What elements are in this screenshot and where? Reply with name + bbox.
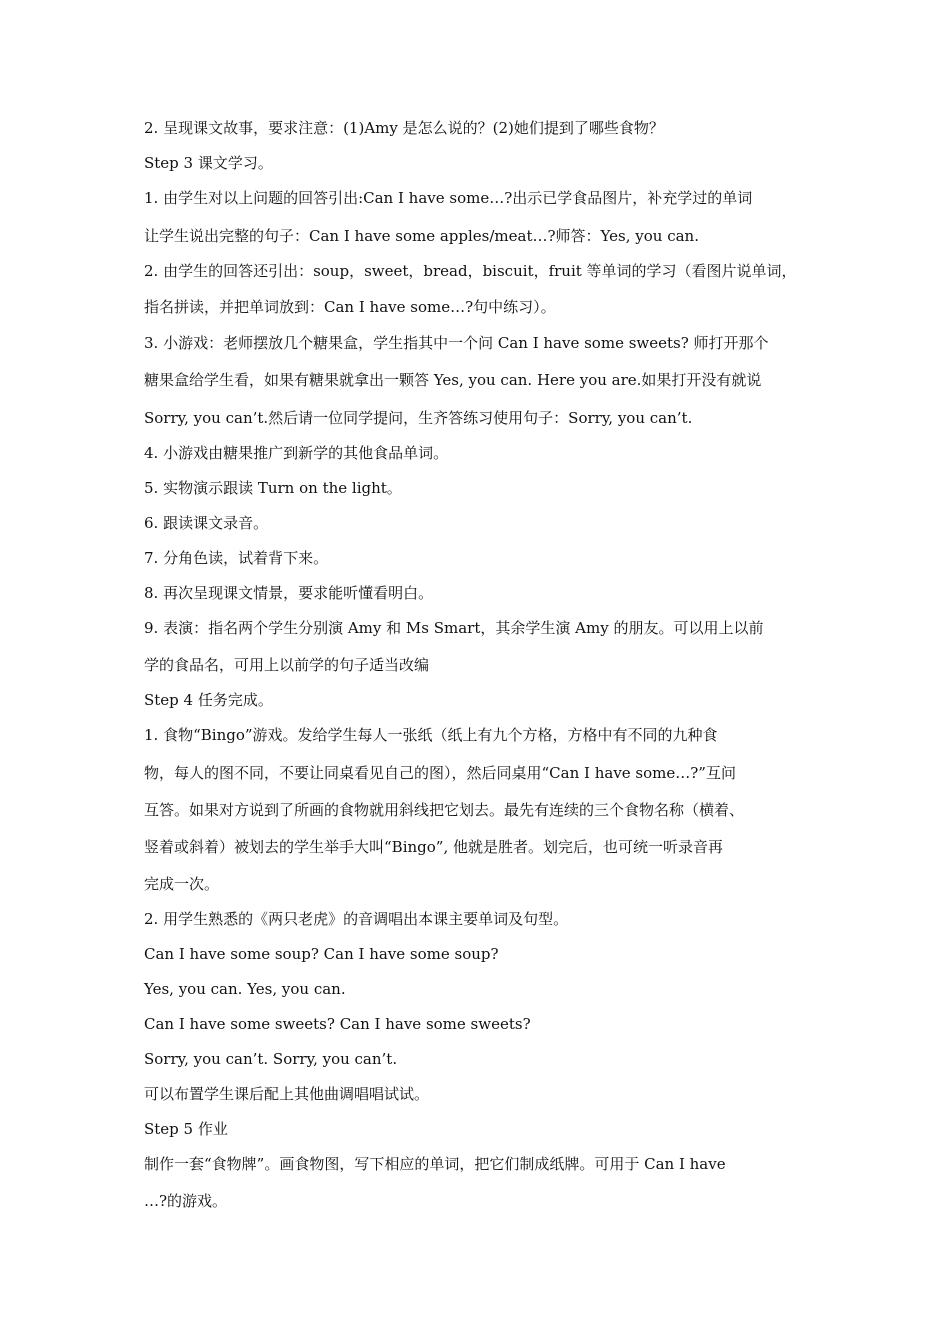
text-line: 3. 小游戏：老师摆放几个糖果盒，学生指其中一个问 Can I have some sweets? 师打开那个 [144, 334, 769, 352]
text-line: 物，每人的图不同，不要让同桌看见自己的图），然后同桌用“Can I have some…?”互问 [144, 764, 736, 782]
text-line: …?的游戏。 [144, 1192, 228, 1210]
text-line: 糖果盒给学生看，如果有糖果就拿出一颗答 Yes, you can. Here you are.如果打开没有就说 [144, 371, 762, 389]
step-heading: Step 5 作业 [144, 1120, 228, 1138]
text-line: 7. 分角色读，试着背下来。 [144, 549, 329, 567]
text-line: 让学生说出完整的句子：Can I have some apples/meat…?师答：Yes, you can. [144, 227, 699, 245]
song-lyric-line: Can I have some sweets? Can I have some sweets? [144, 1015, 531, 1033]
text-line: 制作一套“食物牌”。画食物图，写下相应的单词，把它们制成纸牌。可用于 Can I have [144, 1155, 726, 1173]
text-line: 1. 由学生对以上问题的回答引出:Can I have some…?出示已学食品图片，补充学过的单词 [144, 189, 753, 207]
text-line: 4. 小游戏由糖果推广到新学的其他食品单词。 [144, 444, 449, 462]
text-line: 2. 用学生熟悉的《两只老虎》的音调唱出本课主要单词及句型。 [144, 910, 569, 928]
text-line: 完成一次。 [144, 875, 220, 893]
text-line: 9. 表演：指名两个学生分别演 Amy 和 Ms Smart，其余学生演 Amy 的朋友。可以用上以前 [144, 619, 764, 637]
song-lyric-line: Can I have some soup? Can I have some soup? [144, 945, 499, 963]
text-line: 1. 食物“Bingo”游戏。发给学生每人一张纸（纸上有九个方格，方格中有不同的九种食 [144, 726, 718, 744]
text-line: 2. 呈现课文故事，要求注意：(1)Amy 是怎么说的？(2)她们提到了哪些食物？ [144, 119, 664, 137]
text-line: 学的食品名，可用上以前学的句子适当改编 [144, 656, 430, 674]
text-line: 可以布置学生课后配上其他曲调唱唱试试。 [144, 1085, 430, 1103]
text-line: 5. 实物演示跟读 Turn on the light。 [144, 479, 402, 497]
text-line: Sorry, you can’t.然后请一位同学提问，生齐答练习使用句子：Sorry, you can’t. [144, 409, 693, 427]
text-line: 互答。如果对方说到了所画的食物就用斜线把它划去。最先有连续的三个食物名称（横着、 [144, 801, 745, 819]
step-heading: Step 4 任务完成。 [144, 691, 273, 709]
text-line: 8. 再次呈现课文情景，要求能听懂看明白。 [144, 584, 434, 602]
step-heading: Step 3 课文学习。 [144, 154, 273, 172]
song-lyric-line: Yes, you can. Yes, you can. [144, 980, 346, 998]
text-line: 6. 跟读课文录音。 [144, 514, 269, 532]
song-lyric-line: Sorry, you can’t. Sorry, you can’t. [144, 1050, 398, 1068]
text-line: 指名拼读，并把单词放到：Can I have some…?句中练习）。 [144, 298, 556, 316]
text-line: 2. 由学生的回答还引出：soup，sweet，bread，biscuit，fruit 等单词的学习（看图片说单词， [144, 262, 797, 280]
text-line: 竖着或斜着）被划去的学生举手大叫“Bingo”, 他就是胜者。划完后，也可统一听录音再 [144, 838, 723, 856]
